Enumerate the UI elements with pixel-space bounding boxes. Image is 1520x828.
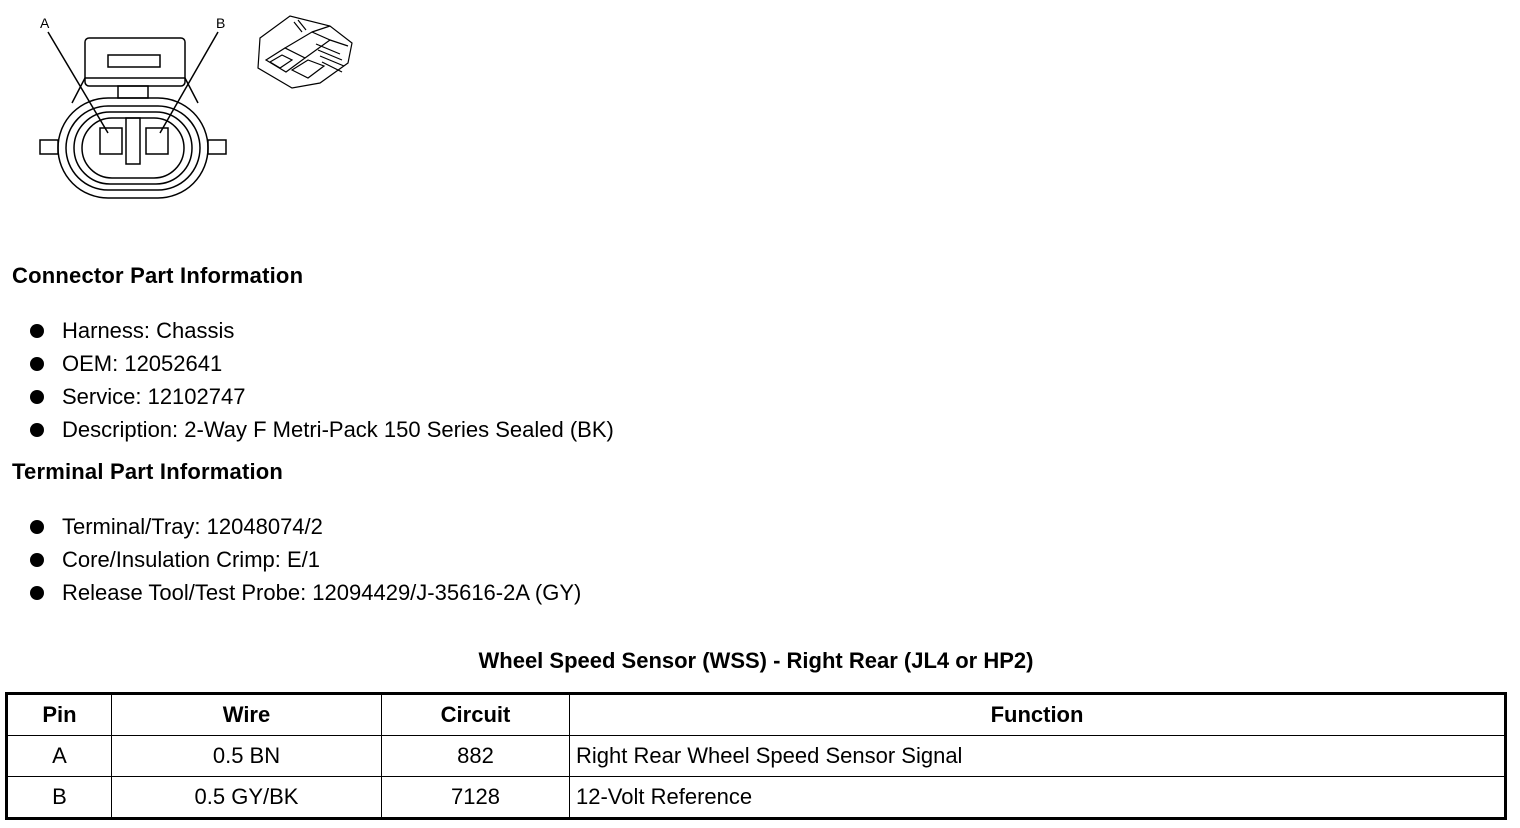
terminal-part-info-list [28,510,581,609]
bullet-icon [30,553,44,567]
cell-function: 12-Volt Reference [570,777,1506,819]
bullet-icon [30,423,44,437]
bullet-icon [30,586,44,600]
bullet-icon [30,324,44,338]
pin-a-label: A [40,15,50,31]
column-header-circuit: Circuit [382,694,570,736]
cell-function: Right Rear Wheel Speed Sensor Signal [570,736,1506,777]
table-row [7,777,1506,819]
list-item [28,576,581,609]
list-item [28,510,581,543]
column-header-function: Function [570,694,1506,736]
cell-wire: 0.5 GY/BK [112,777,382,819]
terminal-part-info-title: Terminal Part Information [12,459,284,484]
list-item-text: OEM: 12052641 [62,351,223,376]
list-item-text: Harness: Chassis [62,318,235,343]
table-title: Wheel Speed Sensor (WSS) - Right Rear (JL4 or HP2) [478,648,1034,673]
list-item [28,413,614,446]
list-item [28,347,614,380]
connector-diagram [30,8,370,208]
column-header-wire: Wire [112,694,382,736]
cell-circuit: 882 [382,736,570,777]
list-item-text: Core/Insulation Crimp: E/1 [62,547,320,572]
list-item-text: Release Tool/Test Probe: 12094429/J-35616-2A (GY) [62,580,582,605]
table-row [7,736,1506,777]
list-item-text: Description: 2-Way F Metri-Pack 150 Series Sealed (BK) [62,417,614,442]
column-header-pin: Pin [7,694,112,736]
connector-part-info-title: Connector Part Information [12,263,304,288]
pin-b-label: B [216,15,226,31]
cell-circuit: 7128 [382,777,570,819]
list-item [28,543,581,576]
list-item [28,314,614,347]
bullet-icon [30,520,44,534]
bullet-icon [30,357,44,371]
list-item-text: Service: 12102747 [62,384,246,409]
pinout-table [5,692,1507,820]
list-item [28,380,614,413]
table-header-row [7,694,1506,736]
list-item-text: Terminal/Tray: 12048074/2 [62,514,323,539]
cell-pin: B [7,777,112,819]
cell-wire: 0.5 BN [112,736,382,777]
bullet-icon [30,390,44,404]
cell-pin: A [7,736,112,777]
connector-part-info-list [28,314,614,446]
